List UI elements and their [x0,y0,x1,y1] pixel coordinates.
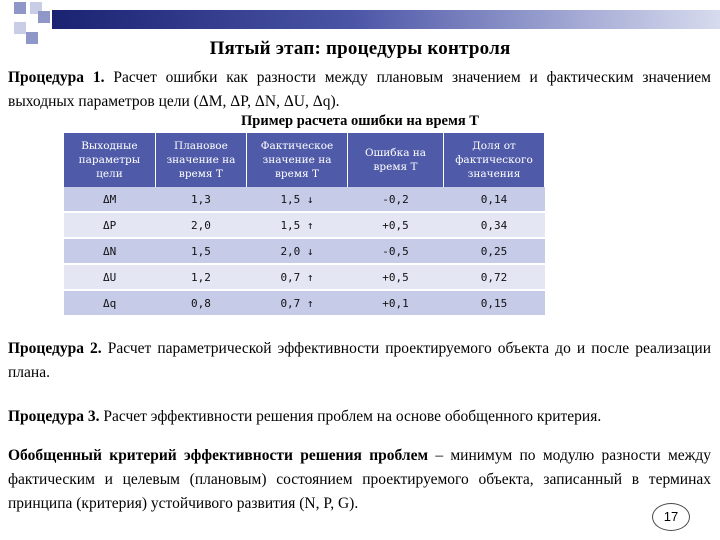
table-cell: 0,8 [155,290,246,316]
table-cell: 0,34 [444,212,545,238]
column-header: Выходные параметры цели [64,133,155,187]
table-cell: ΔU [64,264,155,290]
table-cell: 1,3 [155,187,246,212]
table-cell: 0,14 [444,187,545,212]
table-cell: -0,2 [347,187,443,212]
table-cell: 2,0 [155,212,246,238]
decor-square [14,2,26,14]
table-caption: Пример расчета ошибки на время Т [241,113,479,129]
table-cell: ΔM [64,187,155,212]
table-row [64,290,545,316]
table-cell: 0,7 ↑ [247,290,348,316]
table-cell: +0,1 [347,290,443,316]
column-header: Ошибка на время Т [347,133,443,187]
error-table [64,133,545,317]
procedure-2-paragraph [8,337,711,385]
procedure-1-text: Расчет ошибки как разности между плановым значением и фактическим значением выходных параметров цели (ΔM, ΔP, ΔN, ΔU, Δq). [8,69,711,110]
slide-title: Пятый этап: процедуры контроля [209,38,511,59]
decor-square [14,22,26,34]
page-number: 17 [652,503,690,531]
table-cell: -0,5 [347,238,443,264]
table-cell: 1,2 [155,264,246,290]
decor-square [38,11,50,23]
procedure-3-paragraph [8,405,711,429]
procedure-2-label: Процедура 2. [8,340,102,357]
column-header: Фактическое значение на время Т [247,133,348,187]
table-row [64,238,545,264]
procedure-2-text: Расчет параметрической эффективности проектируемого объекта до и после реализации плана. [8,340,711,381]
header-gradient-bar [52,10,720,29]
column-header: Плановое значение на время Т [155,133,246,187]
table-cell: 1,5 [155,238,246,264]
criterion-label: Обобщенный критерий эффективности решения проблем [8,447,429,464]
table-row [64,212,545,238]
table-cell: 1,5 ↓ [247,187,348,212]
table-row [64,264,545,290]
table-cell: 1,5 ↑ [247,212,348,238]
table-cell: +0,5 [347,212,443,238]
table-cell: ΔN [64,238,155,264]
table-cell: ΔP [64,212,155,238]
table-cell: 0,7 ↑ [247,264,348,290]
procedure-1-paragraph [8,66,711,114]
criterion-paragraph [8,444,711,516]
procedure-3-label: Процедура 3. [8,408,100,425]
column-header: Доля от фактического значения [444,133,545,187]
table-cell: Δq [64,290,155,316]
table-cell: 0,72 [444,264,545,290]
procedure-1-label: Процедура 1. [8,69,105,86]
table-row [64,187,545,212]
table-cell: +0,5 [347,264,443,290]
table-cell: 0,15 [444,290,545,316]
table-cell: 2,0 ↓ [247,238,348,264]
procedure-3-text: Расчет эффективности решения проблем на основе обобщенного критерия. [99,408,602,425]
criterion-text: – минимум по модулю разности между фактическим и целевым (плановым) состоянием проектируемого объекта, записанный в терминах принципа (критерия) устойчивого развития (N, P, G). [8,447,711,512]
table-header-row [64,133,545,187]
table-cell: 0,25 [444,238,545,264]
